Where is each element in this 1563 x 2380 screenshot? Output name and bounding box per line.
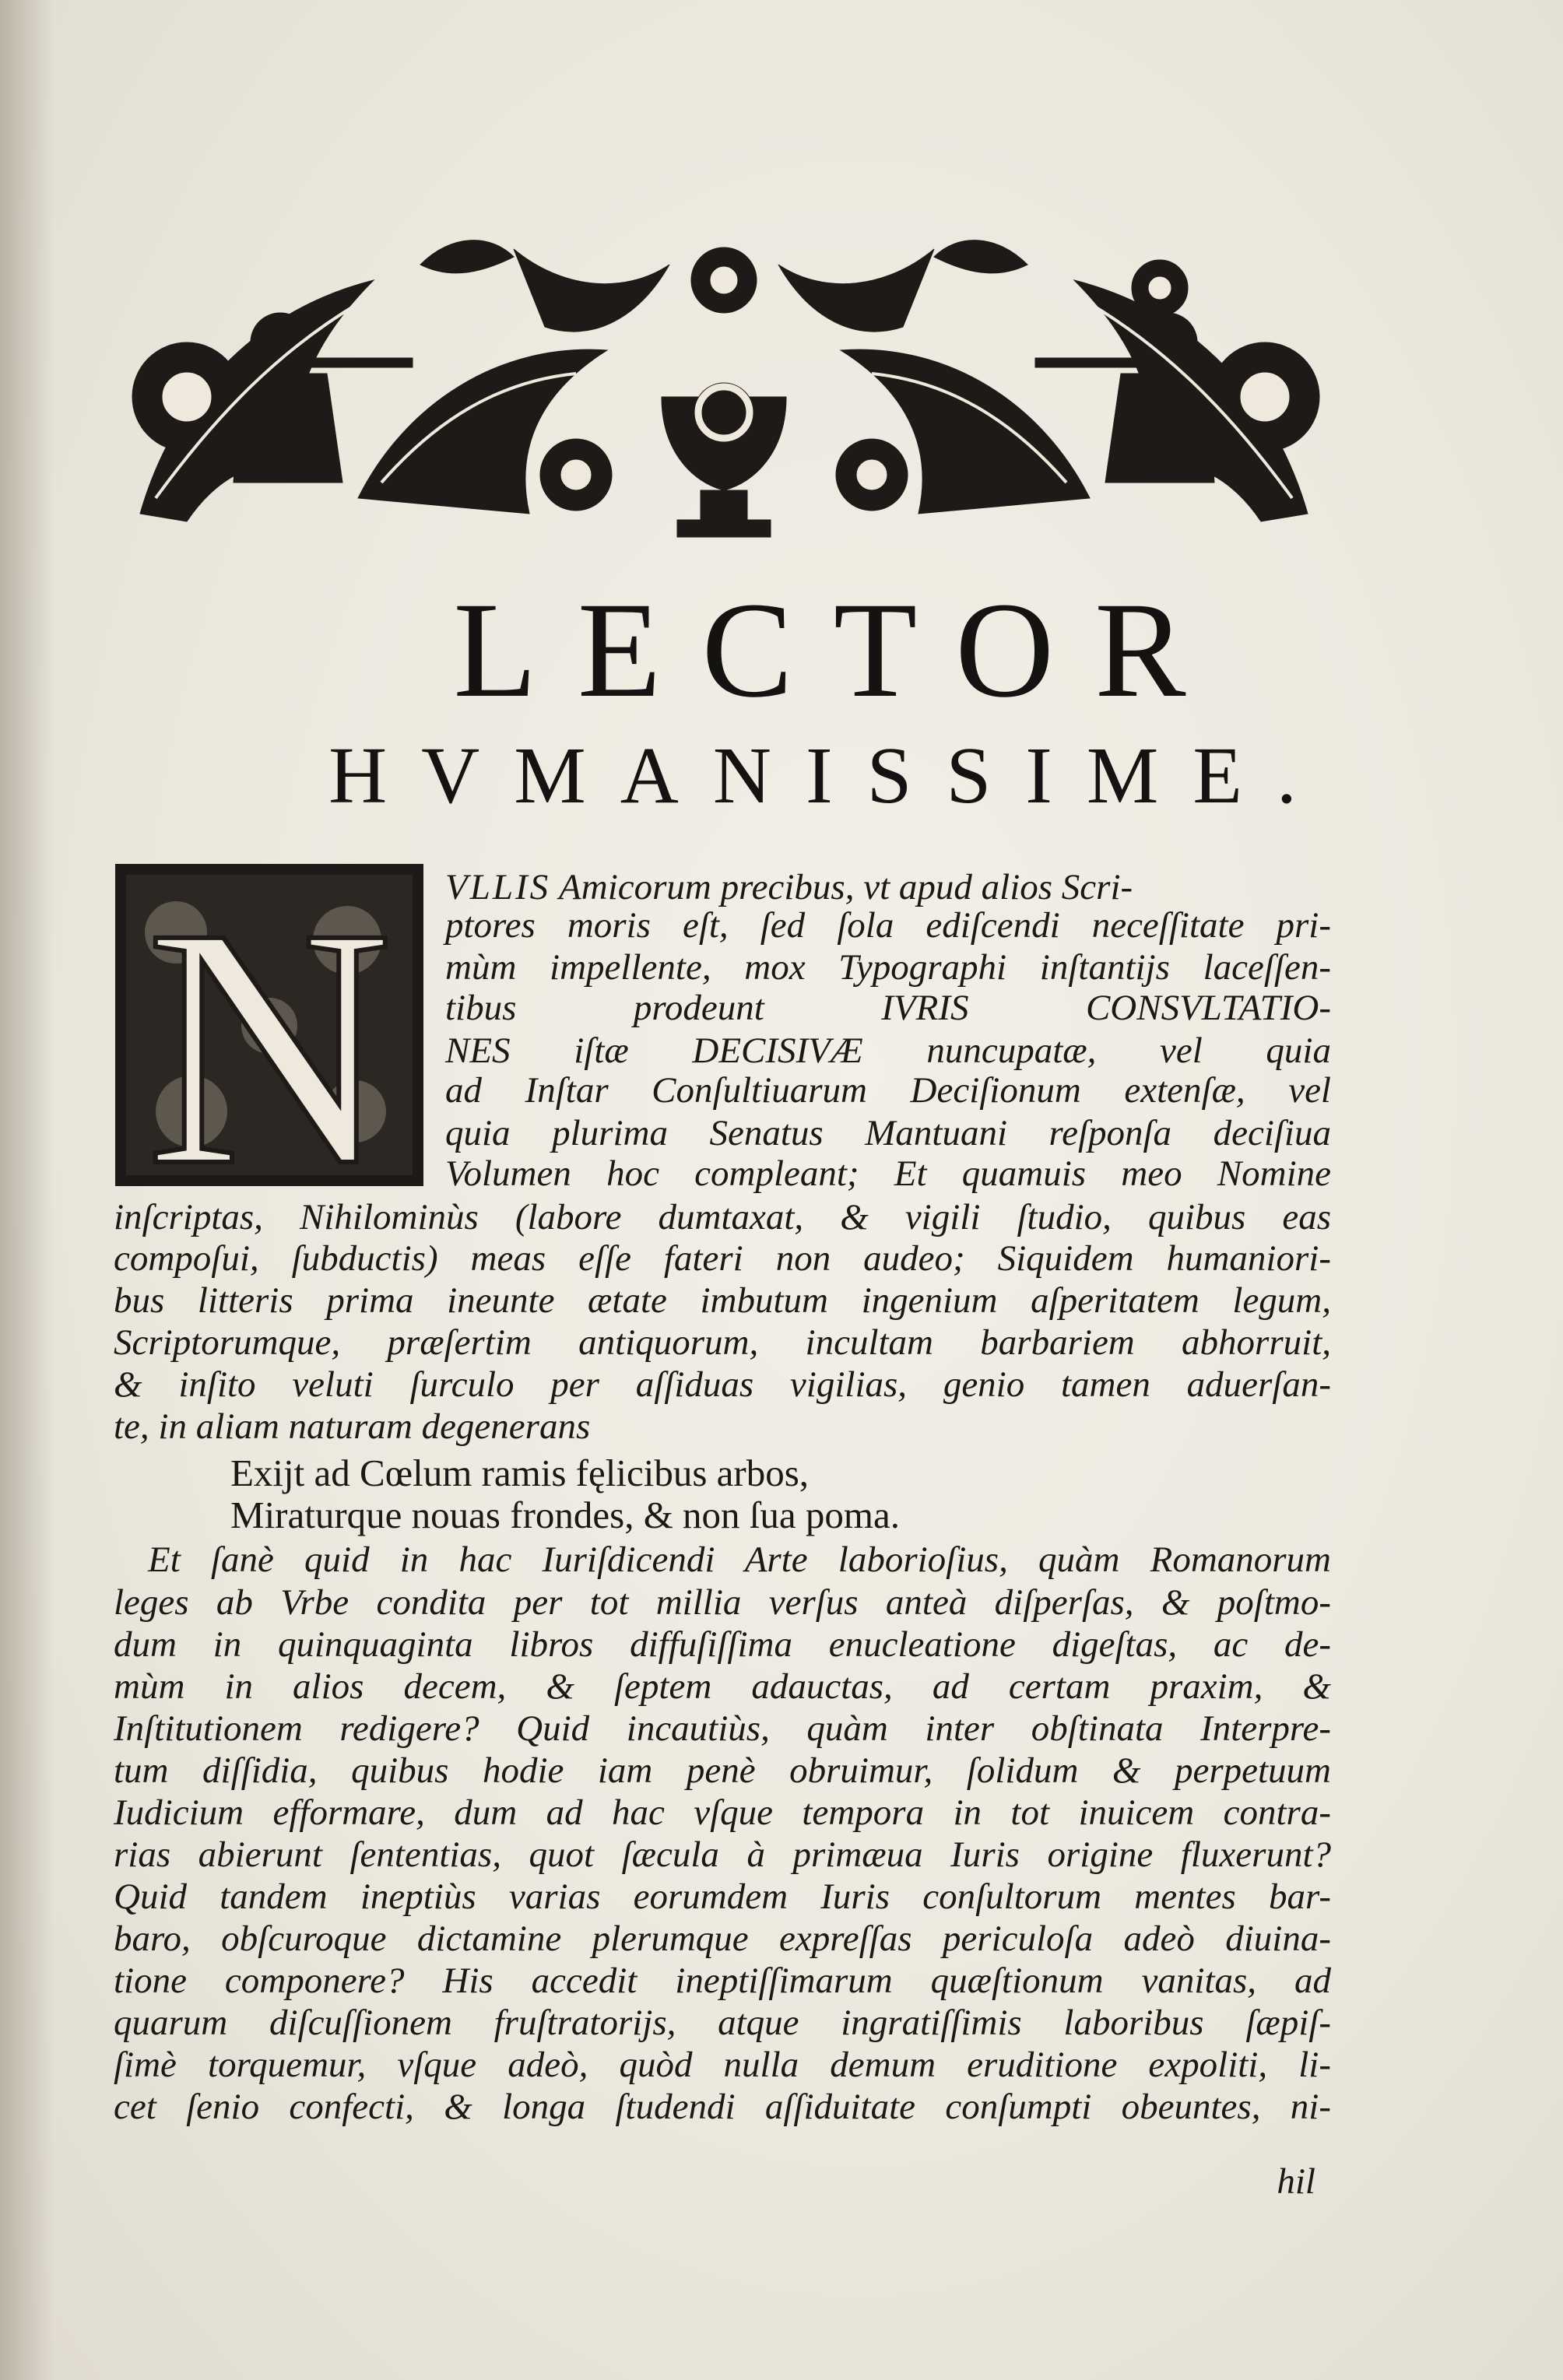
text-line: compoſui, ſubductis) meas eſſe fateri non audeo; Siquidem humaniori- — [114, 1238, 1331, 1279]
text-line: NES iſtæ DECISIVÆ nuncupatæ, vel quia — [445, 1030, 1331, 1071]
verse-line: Miraturque nouas frondes, & non ſua poma. — [230, 1494, 901, 1536]
text-line: Iudicium efformare, dum ad hac vſque tempora in tot inuicem contra- — [114, 1792, 1331, 1833]
text-line: cet ſenio confecti, & longa ſtudendi aſſiduitate conſumpti obeuntes, ni- — [114, 2087, 1331, 2127]
text-line: mùm impellente, mox Typographi inſtantijs laceſſen- — [445, 947, 1331, 988]
text-line: mùm in alios decem, & ſeptem adauctas, ad certam praxim, & — [114, 1666, 1331, 1707]
text-line: Scriptorumque, præſertim antiquorum, incultam barbariem abhorruit, — [114, 1322, 1331, 1363]
text-line: VLLIS Amicorum precibus, vt apud alios Scri- — [445, 867, 1133, 907]
text-line: quarum diſcuſſionem fruſtratorijs, atque ingratiſſimis laboribus ſæpiſ- — [114, 2003, 1331, 2043]
text-line: & inſito veluti ſurculo per aſſiduas vigilias, genio tamen aduerſan- — [114, 1364, 1331, 1405]
text-line: bus litteris prima ineunte ætate imbutum ingenium aſperitatem legum, — [114, 1280, 1331, 1321]
catchword: hil — [1277, 2161, 1315, 2202]
text-line: rias abierunt ſententias, quot ſæcula à primæua Iuris origine fluxerunt? — [114, 1834, 1331, 1875]
page-title: LECTOR — [453, 574, 1227, 726]
verse-line: Exijt ad Cœlum ramis fęlicibus arbos, — [230, 1452, 810, 1494]
text-line: ptores moris eſt, ſed ſola ediſcendi neceſſitate pri- — [445, 905, 1331, 946]
text-line: Quid tandem ineptiùs varias eorumdem Iuris conſultorum mentes bar- — [114, 1876, 1331, 1917]
text-line: ſimè torquemur, vſque adeò, quòd nulla demum eruditione expoliti, li- — [114, 2045, 1331, 2085]
text-line: leges ab Vrbe condita per tot millia verſus anteà diſperſas, & poſtmo- — [114, 1582, 1331, 1623]
svg-text:N: N — [146, 862, 393, 1188]
text-line: baro, obſcuroque dictamine plerumque expreſſas periculoſa adeò diuina- — [114, 1918, 1331, 1959]
decorated-initial — [114, 862, 425, 1188]
text-line: Et ſanè quid in hac Iuriſdicendi Arte laborioſius, quàm Romanorum — [148, 1539, 1331, 1580]
text-line: Volumen hoc compleant; Et quamuis meo Nomine — [445, 1153, 1331, 1194]
text-line: te, in aliam naturam degenerans — [114, 1406, 591, 1447]
page-subtitle: HVMANISSIME. — [328, 731, 1331, 820]
woodcut-headpiece — [125, 218, 1323, 545]
text-line: inſcriptas, Nihilominùs (labore dumtaxat, & vigili ſtudio, quibus eas — [114, 1197, 1331, 1237]
text-line: dum in quinquaginta libros diffuſiſſima enucleatione digeſtas, ac de- — [114, 1624, 1331, 1665]
text-line: ad Inſtar Conſultiuarum Deciſionum extenſæ, vel — [445, 1070, 1331, 1111]
text-line: quia plurima Senatus Mantuani reſponſa deciſiua — [445, 1113, 1331, 1153]
gutter-shadow — [0, 0, 54, 2380]
text-line: tum diſſidia, quibus hodie iam penè obruimur, ſolidum & perpetuum — [114, 1750, 1331, 1791]
text-line: tibus prodeunt IVRIS CONSVLTATIO- — [445, 988, 1331, 1028]
text-line: tione componere? His accedit ineptiſſimarum quæſtionum vanitas, ad — [114, 1961, 1331, 2001]
text-line: Inſtitutionem redigere? Quid incautiùs, quàm inter obſtinata Interpre- — [114, 1708, 1331, 1749]
